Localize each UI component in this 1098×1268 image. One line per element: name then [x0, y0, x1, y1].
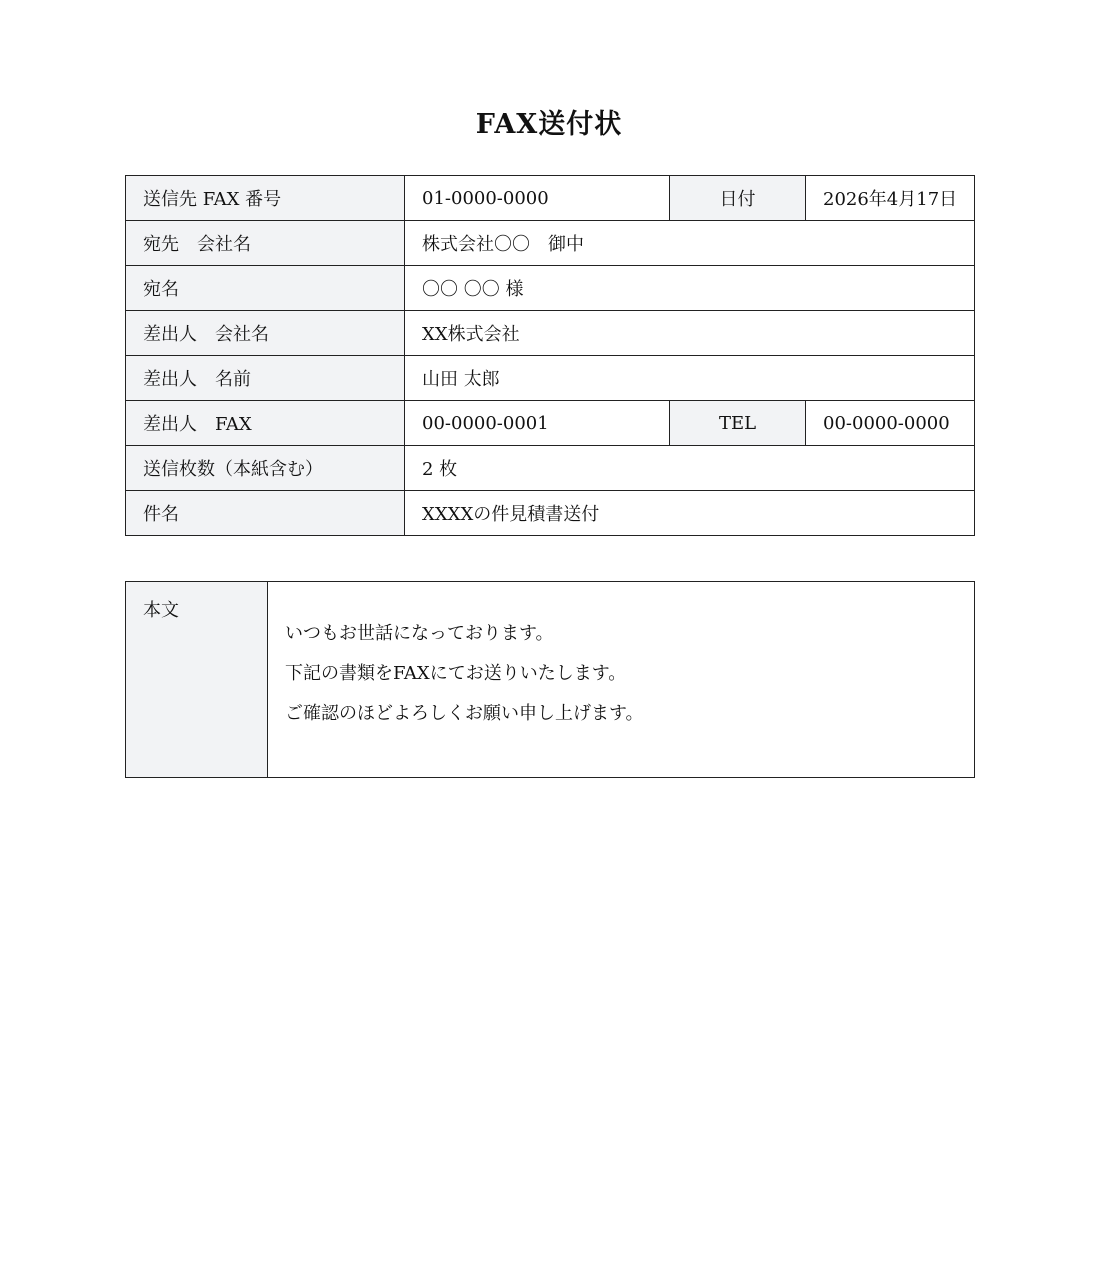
row-value: 01-0000-0000: [405, 176, 670, 221]
body-line: 下記の書類をFAXにてお送りいたします。: [285, 663, 627, 684]
row-sub-value: 2026年4月17日: [806, 176, 975, 221]
table-row: [126, 582, 975, 778]
row-label: 送信先 FAX 番号: [126, 176, 405, 221]
row-sub-label: TEL: [670, 401, 806, 446]
table-row: [126, 491, 975, 536]
row-label: 宛名: [126, 266, 405, 311]
row-value: 2 枚: [405, 446, 975, 491]
table-row: [126, 266, 975, 311]
row-label: 差出人 会社名: [126, 311, 405, 356]
table-row: [126, 176, 975, 221]
page-title: FAX送付状: [475, 109, 623, 140]
row-label: 宛先 会社名: [126, 221, 405, 266]
row-value: 株式会社〇〇 御中: [405, 221, 975, 266]
message-body-table: [125, 581, 975, 778]
body-label: 本文: [126, 582, 268, 778]
row-value: 00-0000-0001: [405, 401, 670, 446]
row-label: 件名: [126, 491, 405, 536]
row-sub-value: 00-0000-0000: [806, 401, 975, 446]
row-value: 山田 太郎: [405, 356, 975, 401]
row-value: XXXXの件見積書送付: [405, 491, 975, 536]
table-row: [126, 446, 975, 491]
row-sub-label: 日付: [670, 176, 806, 221]
row-value: XX株式会社: [405, 311, 975, 356]
fax-info-table: [125, 175, 975, 536]
table-row: [126, 221, 975, 266]
body-line: ご確認のほどよろしくお願い申し上げます。: [285, 703, 644, 724]
table-row: [126, 311, 975, 356]
row-label: 差出人 名前: [126, 356, 405, 401]
body-line: いつもお世話になっております。: [285, 623, 554, 644]
table-row: [126, 356, 975, 401]
row-value: 〇〇 〇〇 様: [405, 266, 975, 311]
body-text: [268, 582, 975, 778]
row-label: 送信枚数（本紙含む）: [126, 446, 405, 491]
row-label: 差出人 FAX: [126, 401, 405, 446]
table-row: [126, 401, 975, 446]
